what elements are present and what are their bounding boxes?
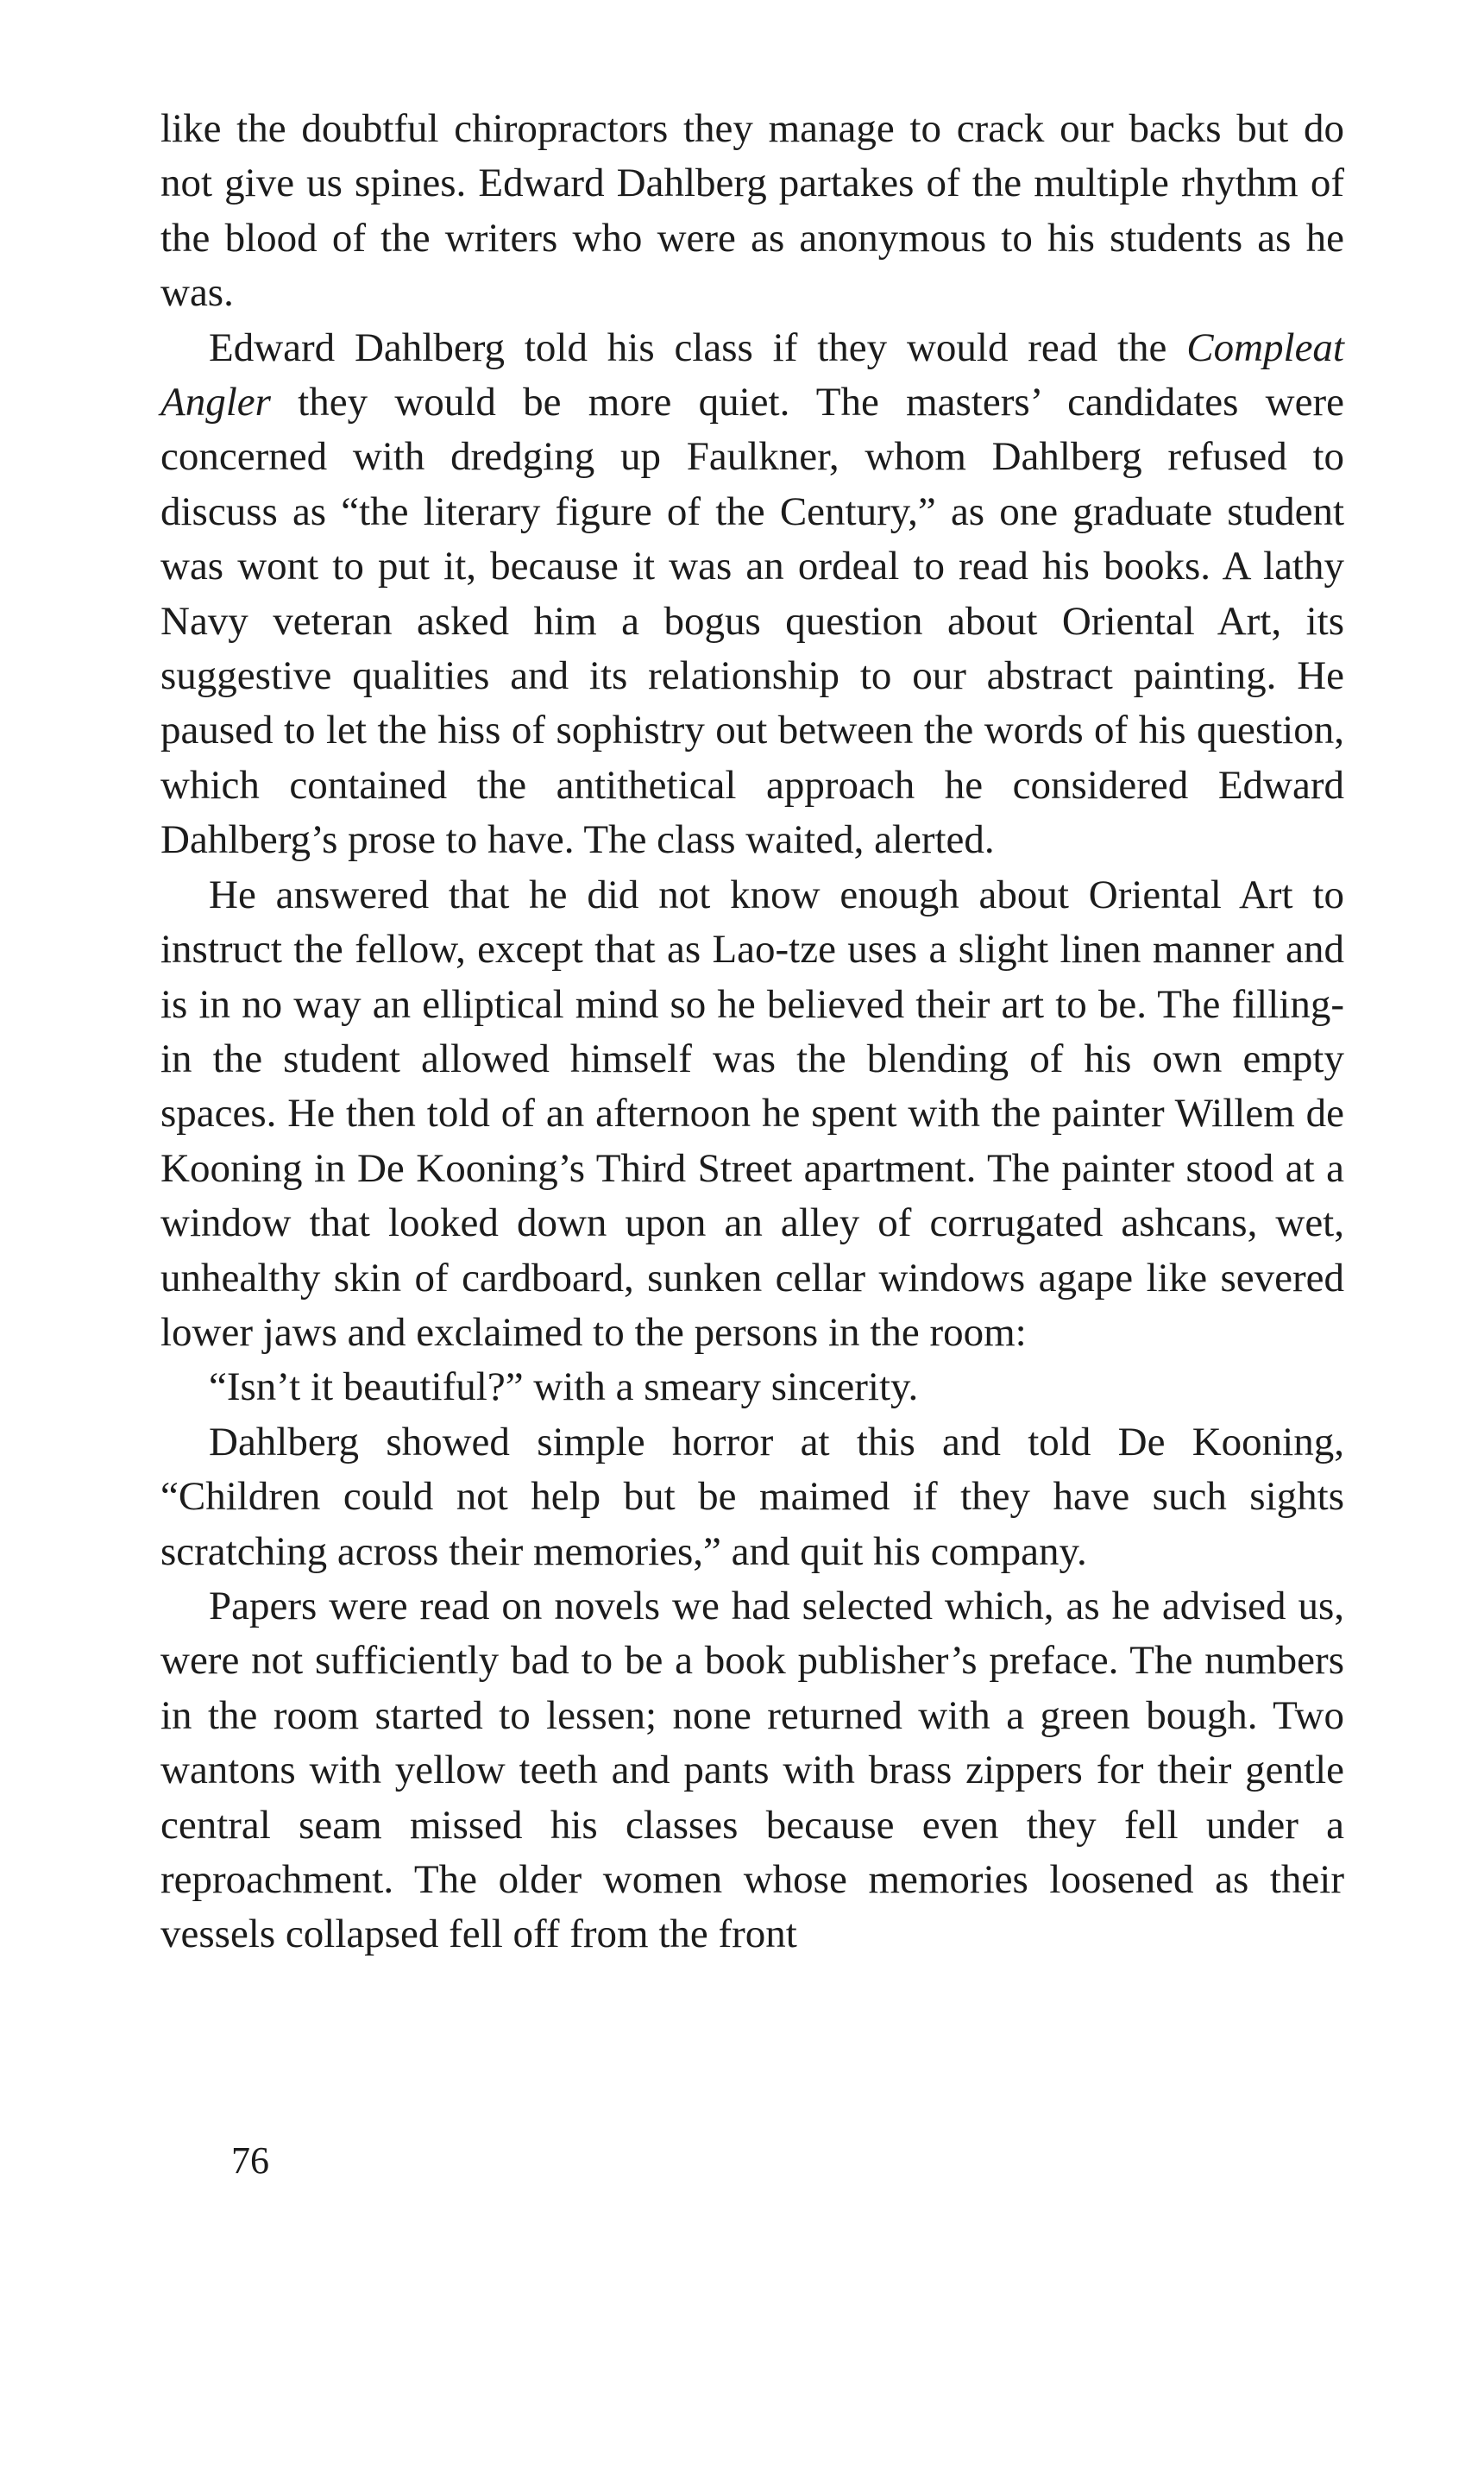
paragraph-2-rest: they would be more quiet. The masters’ candidates were concerned with dredging up Faulkner, whom Dahlberg refused to discuss as “the literary figure of the Century,” as one graduate student was wont to put it, because it was an ordeal to read his books. A lathy Navy veteran asked him a bogus question about Oriental Art, its suggestive qualities and its relationship to our abstract painting. He paused to let the hiss of sophistry out between the words of his question, which contained the antithetical approach he considered Edward Dahlberg’s prose to have. The class waited, alerted.	[160, 380, 1344, 863]
book-title-compleat-angler: Compleat Angler	[160, 324, 1344, 425]
paragraph-5: Dahlberg showed simple horror at this and told De Kooning, “Children could not help but be maimed if they have such sights scratching across their memories,” and quit his company.	[160, 1419, 1344, 1574]
paragraph-1: like the doubtful chiropractors they manage to crack our backs but do not give us spines. Edward Dahlberg partakes of the multiple rhythm of the blood of the writers who were as anonymous to his students as he was.	[160, 106, 1344, 316]
paragraph-2-start: Edward Dahlberg told his class if they would read the	[209, 324, 1187, 370]
body-text	[160, 102, 1344, 1962]
paragraph-6: Papers were read on novels we had selected which, as he advised us, were not sufficiently bad to be a book publisher’s preface. The numbers in the room started to lessen; none returned with a green bough. Two wantons with yellow teeth and pants with brass zippers for their gentle central seam missed his classes because even they fell under a reproachment. The older women whose memories loosened as their vessels collapsed fell off from the front	[160, 1583, 1344, 1957]
paragraph-4: “Isn’t it beautiful?” with a smeary sincerity.	[209, 1364, 919, 1410]
page-number: 76	[231, 2139, 269, 2182]
paragraph-2	[160, 321, 1344, 868]
paragraph-3: He answered that he did not know enough about Oriental Art to instruct the fellow, except that as Lao-tze uses a slight linen manner and is in no way an elliptical mind so he believed their art to be. The filling-in the student allowed himself was the blending of his own empty spaces. He then told of an afternoon he spent with the painter Willem de Kooning in De Kooning’s Third Street apartment. The painter stood at a window that looked down upon an alley of corrugated ashcans, wet, unhealthy skin of cardboard, sunken cellar windows agape like severed lower jaws and exclaimed to the persons in the room:	[160, 872, 1344, 1355]
